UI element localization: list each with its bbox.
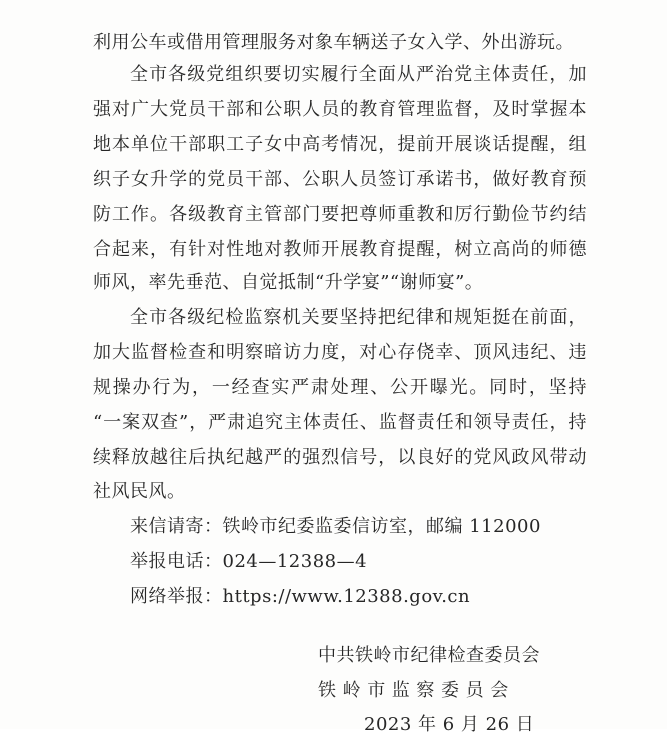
paragraph-3-line-2: 加大监督检查和明察暗访力度，对心存侥幸、顶风违纪、违 [93,342,587,363]
signature-date: 2023 年 6 月 26 日 [364,714,535,735]
paragraph-2-line-2: 强对广大党员干部和公职人员的教育管理监督，及时掌握本 [93,99,587,120]
paragraph-3-line-1: 全市各级纪检监察机关要坚持把纪律和规矩挺在前面， [130,307,587,328]
paragraph-1-tail: 利用公车或借用管理服务对象车辆送子女入学、外出游玩。 [93,32,574,53]
signature-org-1: 中共铁岭市纪律检查委员会 [318,645,540,666]
paragraph-2-line-4: 织子女升学的党员干部、公职人员签订承诺书，做好教育预 [93,169,587,190]
contact-phone: 举报电话：024—12388—4 [130,551,368,572]
paragraph-3-line-6: 社风民风。 [93,481,186,502]
paragraph-2-line-1: 全市各级党组织要切实履行全面从严治党主体责任，加 [130,64,587,85]
paragraph-2-line-3: 地本单位干部职工子女中高考情况，提前开展谈话提醒，组 [93,134,587,155]
paragraph-3-line-4: “一案双查”，严肃追究主体责任、监督责任和领导责任，持 [93,412,587,433]
paragraph-2-line-6: 合起来，有针对性地对教师开展教育提醒，树立高尚的师德 [93,239,587,260]
paragraph-2-line-5: 防工作。各级教育主管部门要把尊师重教和厉行勤俭节约结 [93,204,587,225]
paragraph-3-line-3: 规操办行为，一经查实严肃处理、公开曝光。同时，坚持 [93,377,587,398]
signature-org-2: 铁岭市监察委员会 [318,680,515,701]
paragraph-3-line-5: 续释放越往后执纪越严的强烈信号，以良好的党风政风带动 [93,447,587,468]
contact-letters: 来信请寄：铁岭市纪委监委信访室，邮编 112000 [130,516,541,537]
paragraph-2-line-7: 师风，率先垂范、自觉抵制“升学宴”“谢师宴”。 [93,272,484,293]
contact-web[interactable]: 网络举报：https://www.12388.gov.cn [130,586,471,607]
